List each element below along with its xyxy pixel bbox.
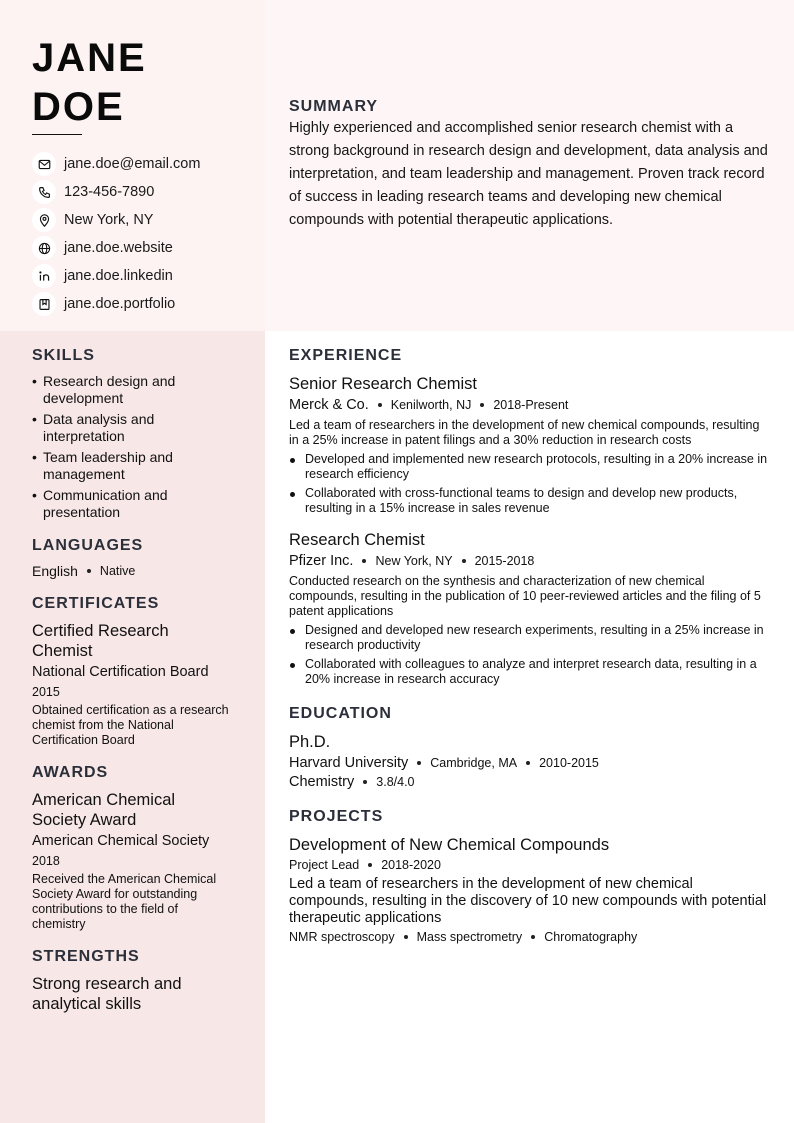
awards-section [32,764,232,932]
job-bullets [289,452,771,516]
contact-website[interactable] [32,234,200,262]
education-field-row [289,774,771,790]
bullet-icon [289,657,305,687]
language-item [32,563,232,579]
job-bullet [289,657,771,687]
sidebar-content [32,347,232,1030]
certificate-issuer: National Certification Board [32,664,209,680]
skill-item [32,487,232,521]
job-bullet [289,452,771,482]
award-year: 2018 [32,854,60,868]
projects-heading: PROJECTS [289,808,384,825]
strength-item: Strong research and analytical skills [32,975,182,1013]
skill-item [32,411,232,445]
separator-dot [363,780,367,784]
separator-dot [462,559,466,563]
bullet-icon: • [32,373,37,389]
project-tool: Chromatography [544,930,638,944]
languages-heading: LANGUAGES [32,537,144,554]
skill-text: Team leadership and management [43,449,173,482]
separator-dot [531,935,535,939]
job-location: Kenilworth, NJ [390,398,472,412]
contact-linkedin[interactable] [32,262,200,290]
contact-portfolio[interactable] [32,290,200,318]
experience-section [289,347,771,687]
bullet-icon: • [32,411,37,427]
globe-icon [32,236,56,260]
education-school: Harvard University [289,755,409,771]
job-bullet-text: Developed and implemented new research protocols, resulting in a 20% increase in research efficiency [305,452,768,481]
education-gpa: 3.8/4.0 [376,775,415,789]
job-title: Research Chemist [289,531,425,549]
portfolio-icon [32,292,56,316]
education-meta [289,755,771,771]
summary-heading: SUMMARY [289,98,379,115]
project-meta [289,858,771,872]
separator-dot [87,569,91,573]
certificate-year: 2015 [32,685,60,699]
last-name: DOE [32,85,125,129]
separator-dot [362,559,366,563]
linkedin-icon [32,264,56,288]
skill-item [32,373,232,407]
job-dates: 2015-2018 [474,554,535,568]
job-bullet-text: Collaborated with colleagues to analyze and interpret research data, resulting in a 20% increase in research accuracy [305,657,757,686]
job-dates: 2018-Present [493,398,569,412]
contact-phone[interactable] [32,178,200,206]
job-company: Pfizer Inc. [289,553,354,569]
bullet-icon: • [32,487,37,503]
job-bullets [289,623,771,687]
separator-dot [404,935,408,939]
experience-heading: EXPERIENCE [289,347,403,364]
certificate-name: Certified Research Chemist [32,622,169,660]
job-meta [289,397,771,413]
separator-dot [368,863,372,867]
candidate-name [32,34,147,132]
contact-location-text: New York, NY [64,212,154,228]
education-section [289,705,771,790]
name-divider [32,134,82,135]
languages-section [32,537,232,579]
bullet-icon: • [32,449,37,465]
bullet-icon [289,486,305,516]
award-description: Received the American Chemical Society Award for outstanding contributions to the field of chemistry [32,872,217,931]
location-pin-icon [32,208,56,232]
separator-dot [480,403,484,407]
contact-portfolio-text: jane.doe.portfolio [64,296,176,312]
certificates-heading: CERTIFICATES [32,595,160,612]
contact-linkedin-text: jane.doe.linkedin [64,268,173,284]
separator-dot [526,761,530,765]
skill-item [32,449,232,483]
projects-section [289,808,771,944]
job-bullet [289,623,771,653]
contact-email[interactable] [32,150,200,178]
award-issuer: American Chemical Society [32,833,210,849]
job-bullet-text: Collaborated with cross-functional teams to design and develop new products, resulting in a 15% increase in sales revenue [305,486,738,515]
mail-icon [32,152,56,176]
project-role: Project Lead [289,858,360,872]
language-name: English [32,563,78,579]
project-tool: Mass spectrometry [416,930,523,944]
job-bullet [289,486,771,516]
project-description: Led a team of researchers in the development of new chemical compounds, resulting in the discovery of 10 new compounds with potential therapeutic applications [289,876,767,926]
language-level: Native [99,564,136,578]
contact-website-text: jane.doe.website [64,240,173,256]
contact-location [32,206,200,234]
first-name: JANE [32,36,147,80]
job-entry [289,530,771,687]
separator-dot [417,761,421,765]
education-location: Cambridge, MA [430,756,518,770]
certificate-description: Obtained certification as a research chemist from the National Certification Board [32,703,229,747]
job-description: Led a team of researchers in the development of new chemical compounds, resulting in a 25% increase in patent filings and a 30% reduction in research costs [289,418,760,447]
awards-heading: AWARDS [32,764,109,781]
strengths-heading: STRENGTHS [32,948,140,965]
summary-text: Highly experienced and accomplished senior research chemist with a strong background in research design and development, data analysis and interpretation, and team leadership and management. Proven track record of success in leading research teams and developing new chemical compounds with potential therapeutic applications. [289,120,768,228]
summary-section [289,98,769,232]
education-heading: EDUCATION [289,705,392,722]
project-tools [289,930,771,944]
strengths-section [32,948,232,1014]
skill-text: Data analysis and interpretation [43,411,155,444]
project-name: Development of New Chemical Compounds [289,836,610,854]
job-location: New York, NY [375,554,453,568]
skills-heading: SKILLS [32,347,95,364]
skill-text: Communication and presentation [43,487,168,520]
bullet-icon [289,452,305,482]
project-dates: 2018-2020 [381,858,441,872]
award-name: American Chemical Society Award [32,791,176,829]
education-degree: Ph.D. [289,733,331,751]
job-description: Conducted research on the synthesis and characterization of new chemical compounds, resulting in the publication of 10 peer-reviewed articles and the filing of 5 patent applications [289,574,761,618]
skills-section [32,347,232,521]
contact-email-text: jane.doe@email.com [64,156,201,172]
project-tool: NMR spectroscopy [289,930,395,944]
job-meta [289,553,771,569]
education-dates: 2010-2015 [539,756,599,770]
job-company: Merck & Co. [289,397,369,413]
skill-text: Research design and development [43,373,176,406]
main-content [289,347,771,962]
contact-phone-text: 123-456-7890 [64,184,155,200]
contact-list [32,150,200,318]
job-bullet-text: Designed and developed new research experiments, resulting in a 25% increase in research productivity [305,623,764,652]
skills-list [32,373,232,521]
phone-icon [32,180,56,204]
separator-dot [378,403,382,407]
job-entry [289,374,771,516]
education-field: Chemistry [289,774,355,790]
bullet-icon [289,623,305,653]
job-title: Senior Research Chemist [289,375,477,393]
certificates-section [32,595,232,748]
